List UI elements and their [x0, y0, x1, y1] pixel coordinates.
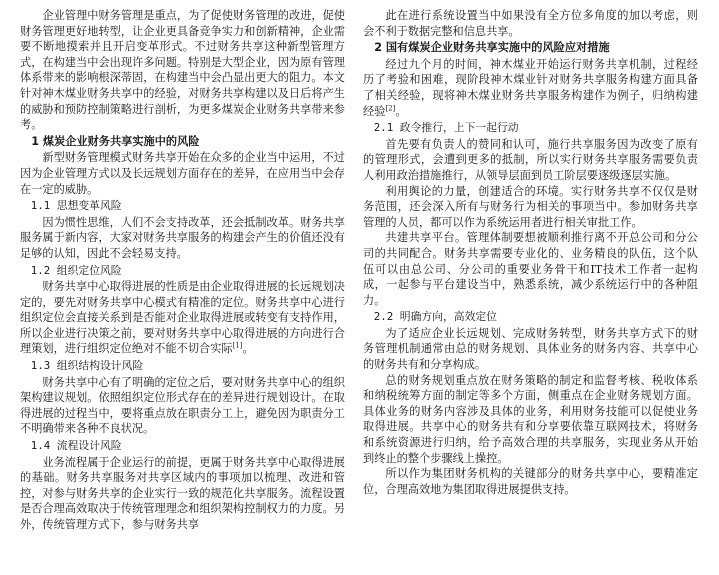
text: 所以作为集团财务机构的关键部分的财务共享中心，要精准定位，合理高效地为集团取得进展提供支持。 — [363, 467, 698, 496]
right-paragraph-0 — [363, 8, 698, 39]
citation-marker: [1] — [232, 341, 243, 350]
right-paragraph-2 — [363, 57, 698, 119]
citation-marker: [2] — [385, 103, 396, 112]
text: 1.4 流程设计风险 — [30, 439, 122, 453]
left-subsection-heading-5 — [20, 263, 345, 279]
right-column — [363, 8, 698, 497]
text: 因为惯性思维，人们不会支持改革，还会抵制改革。财务共享服务属于新内容，大家对财务共享服务的构建会产生的价值还没有足够的认知，因此不会轻易支持。 — [20, 215, 345, 260]
left-paragraph-0 — [20, 8, 345, 133]
text: 新型财务管理模式财务共享开始在众多的企业当中运用，不过因为企业管理方式以及长远规划方面存在的差异，在应用当中会存在一定的威胁。 — [20, 151, 345, 196]
text: 2 国有煤炭企业财务共享实施中的风险应对措施 — [374, 41, 610, 55]
right-paragraph-4 — [363, 137, 698, 184]
left-paragraph-8 — [20, 375, 345, 437]
text: 1.3 组织结构设计风险 — [30, 359, 144, 373]
text: 经过九个月的时间，神木煤业开始运行财务共享机制，过程经历了考验和困难，现阶段神木煤业针对财务共享服务构建方面具备了相关经验，现将神木煤业财务共享服务构建作为例子，归纳构建经验 — [363, 57, 698, 118]
text: 2.1 政令推行，上下一起行动 — [373, 121, 519, 135]
text: 财务共享中心有了明确的定位之后，要对财务共享中心的组织架构建议规划。依照组织定位形式存在的差异进行规划设计。在取得进展的过程当中，要将重点放在职责分工上，避免因为职责分工不明确带来各种不良状况。 — [20, 375, 345, 436]
text: 业务流程属于企业运行的前提，更属于财务共享中心取得进展的基础。财务共享服务对共享区域内的事项加以梳理、改进和管控，对参与财务共享的企业实行一致的规范化共享服务。流程设置是否合理高效取决于传统管理理念和组织架构控制权力的力度。另外，传统管理方式下，参与财务共享 — [20, 455, 345, 531]
text: 企业管理中财务管理是重点，为了促使财务管理的改进，促使财务管理更好地转型，让企业更具备竞争实力和创新精神，企业需要不断地摸索并且开启变革形式。不过财务共享这种新型管理方式，在构建当中会出现许多问题。特别是大型企业，因为原有管理体系带来的影响根深蒂固，在构建当中会凸显出更大的阻力。本文针对神木煤业财务共享中的经验，对财务共享构建以及日后将产生的威胁和预防控制策略进行剖析，为更多煤炭企业财务共享带来参考。 — [20, 9, 345, 132]
left-subsection-heading-9 — [20, 438, 345, 454]
text: 2.2 明确方向，高效定位 — [373, 310, 497, 324]
left-paragraph-4 — [20, 215, 345, 262]
text: 1 煤炭企业财务共享实施中的风险 — [31, 134, 200, 148]
text: 总的财务规划重点放在财务策略的制定和监督考核、税收体系和纳税统筹方面的制定等多个方面，侧重点在企业财务规划方面。具体业务的财务内容涉及具体的业务，利用财务技能可以促使业务取得进展。共享中心的财务共有和分享要依靠互联网技术，将财务和系统资源进行归纳，给予高效合理的共享服务，实现业务从开始到终止的整个步骤线上操控。 — [363, 373, 698, 465]
right-paragraph-9 — [363, 373, 698, 467]
text: 1.2 组织定位风险 — [30, 263, 122, 277]
right-paragraph-8 — [363, 326, 698, 373]
text-tail: 。 — [242, 342, 254, 356]
left-paragraph-10 — [20, 455, 345, 533]
left-subsection-heading-7 — [20, 358, 345, 374]
right-paragraph-10 — [363, 466, 698, 497]
right-paragraph-5 — [363, 184, 698, 231]
text: 此在进行系统设置当中如果没有全方位多角度的加以考虑，则会不利于数据完整和信息共享。 — [363, 9, 698, 38]
right-subsection-heading-3 — [363, 120, 698, 136]
text: 利用舆论的力量，创建适合的环境。实行财务共享不仅仅是财务范围，还会深入所有与财务行为相关的事项当中。参加财务共享管理的人员，都可以作为系统运用者进行相关审批工作。 — [363, 184, 698, 229]
text: 共建共享平台。管理体制要想被顺利推行离不开总公司和分公司的共同配合。财务共享需要专业化的、业务精良的队伍，这个队伍可以由总公司、分公司的重要业务骨干和IT技术工作者一起构成，一起参与平台建设当中，熟悉系统，减少系统运行中的各种阻力。 — [363, 231, 698, 307]
right-paragraph-6 — [363, 230, 698, 308]
right-section-heading-1 — [363, 40, 698, 56]
left-column — [20, 8, 345, 533]
text: 首先要有负责人的赞同和认可，施行共享服务因为改变了原有的管理形式，会遭到更多的抵制，所以实行财务共享服务需要负责人利用政治措施推行，从领导层面到员工阶层要逐级逐层实施。 — [363, 137, 698, 182]
text: 财务共享中心取得进展的性质是由企业取得进展的长远规划决定的，要先对财务共享中心模式有精准的定位。财务共享中心进行组织定位会直接关系到是否能对企业取得进展或转变有支持作用，所以企业进行决策之前，要对财务共享中心取得进展的方向进行合理策划，进行组织定位绝对不能不切合实际 — [20, 280, 345, 356]
left-subsection-heading-3 — [20, 198, 345, 214]
text: 1.1 思想变革风险 — [30, 199, 122, 213]
left-paragraph-6 — [20, 279, 345, 357]
left-section-heading-1 — [20, 134, 345, 150]
text-tail: 。 — [395, 104, 407, 118]
right-subsection-heading-7 — [363, 309, 698, 325]
left-paragraph-2 — [20, 150, 345, 197]
text: 为了适应企业长远规划、完成财务转型，财务共享方式下的财务管理机制通常由总的财务规划、具体业务的财务内容、共享中心的财务共有和分享构成。 — [363, 326, 698, 372]
